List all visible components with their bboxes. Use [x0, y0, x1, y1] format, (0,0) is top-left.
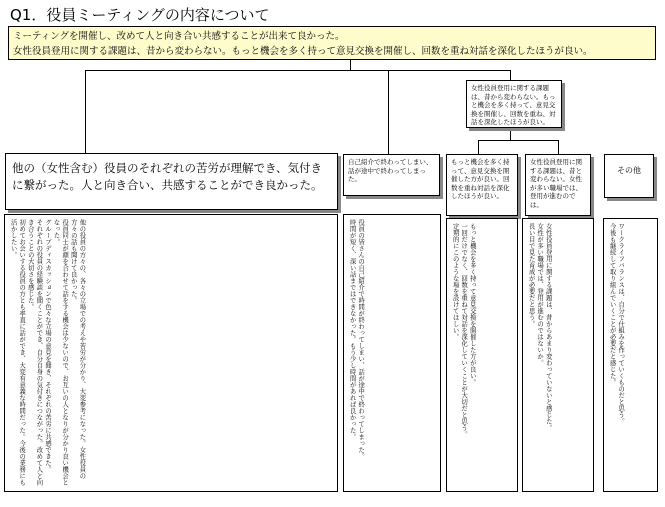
comment-item: グループディスカッションで色々な立場の意見を聞き、それぞれの苦労に共感できた。 — [43, 219, 51, 473]
connector-empathy — [85, 70, 86, 153]
comment-item: それぞれの役員の経験談を聞くことができ、自分自身の気付きにつながった。改めて人と向き合うことの大切さを感じた。 — [26, 219, 43, 486]
comments-more-opportunity-panel — [446, 218, 518, 492]
comments-unchanged-panel — [522, 218, 594, 492]
category-self-intro-box: 自己紹介で終わってしまい、話が途中で終わってしまった。 — [343, 154, 440, 196]
comment-item: 今後も継続して取り組んでいくことが必要だと感じた。 — [608, 223, 616, 386]
comment-item: 定期的にこのような場を設けてほしい。 — [451, 223, 459, 340]
comments-self-intro — [344, 215, 367, 491]
comment-item: ワークライフバランスは、自分で仕組みを作っていくものだと思う。 — [617, 223, 625, 425]
comments-empathy — [5, 215, 88, 491]
comment-item: 長い目で見た育成が必要だと思う。 — [527, 223, 535, 327]
comment-item: 初めてお会いする役員の方とも率直に話ができ、大変有意義な時間だった。今後の業務にも活かしたい。 — [9, 219, 26, 486]
comment-item: 一回だけでなく、回数を重ねて対話を深化していくことが大切だと思う。 — [460, 223, 468, 438]
summary-line-2: 女性役員登用に関する課題は、昔から変わらない。もっと機会を多く持って意見交換を開催し、回数を重ね対話を深化したほうが良い。 — [13, 46, 593, 57]
comment-item: もっと機会を多く持って意見交換を開催した方が良い。 — [468, 223, 476, 386]
topright-summary-box: 女性役員登用に関する課題は、昔から変わらない。もっと機会を多く持って、意見交換を開催し、回数を重ね、対話を深化したほうが良い。 — [466, 80, 562, 128]
comments-other — [604, 219, 627, 491]
connector-horizontal-top — [85, 70, 510, 71]
comment-item: 時間が短く、深い話まではできなかった。もう少し時間があれば良かった。 — [348, 219, 356, 440]
category-unchanged-box: 女性役員登用に関する課題は、昔と変わらない。女性が多い職場では、登用が進むのでは。 — [525, 154, 591, 216]
comments-empathy-panel — [4, 214, 338, 492]
connector-more-opportunity — [478, 140, 479, 154]
page-title: Q1．役員ミーティングの内容について — [10, 6, 270, 24]
comment-item: 女性役員登用に関する課題は、昔からあまり変わっていないと感じた。 — [544, 223, 552, 431]
connector-topright — [510, 70, 511, 80]
category-other-box: その他 — [604, 154, 654, 198]
comment-item: 他の役員の方々の、各々の立場での考えや苦労が分かり、大変参考になった。女性役員の方々の話も聞けて良かった。 — [69, 219, 86, 479]
connector-unchanged — [558, 140, 559, 154]
connector-summary-trunk — [350, 60, 351, 70]
comment-item: 役員の皆さんの自己紹介で時間が終わってしまい、話が途中で終わってしまった。 — [357, 219, 365, 460]
category-more-opportunity-box: もっと機会を多く持って、意見交換を開催した方が良い。回数を重ね対話を深化したほうが良い。 — [446, 154, 518, 216]
comments-unchanged — [523, 219, 555, 491]
comments-other-panel — [603, 218, 658, 492]
connector-self-intro — [388, 70, 389, 154]
category-empathy-box: 他の（女性含む）役員のそれぞれの苦労が理解でき、気付きに繋がった。人と向き合い、共感することができ良かった。 — [5, 153, 338, 210]
comment-item: 女性が多い職場では、登用が進むのではないか。 — [536, 223, 544, 366]
comments-more-opportunity — [447, 219, 479, 491]
connector-topright-horizontal — [478, 140, 558, 141]
connector-topright-down — [510, 128, 511, 140]
summary-line-1: ミーティングを開催し、改めて人と向き合い共感することが出来て良かった。 — [13, 31, 345, 42]
comments-self-intro-panel — [343, 214, 441, 492]
summary-box — [8, 26, 656, 60]
comment-item: 役員同士が顔を合わせて話をする機会は少ないので、お互いの人となりが分かり良い機会となった。 — [52, 219, 69, 486]
